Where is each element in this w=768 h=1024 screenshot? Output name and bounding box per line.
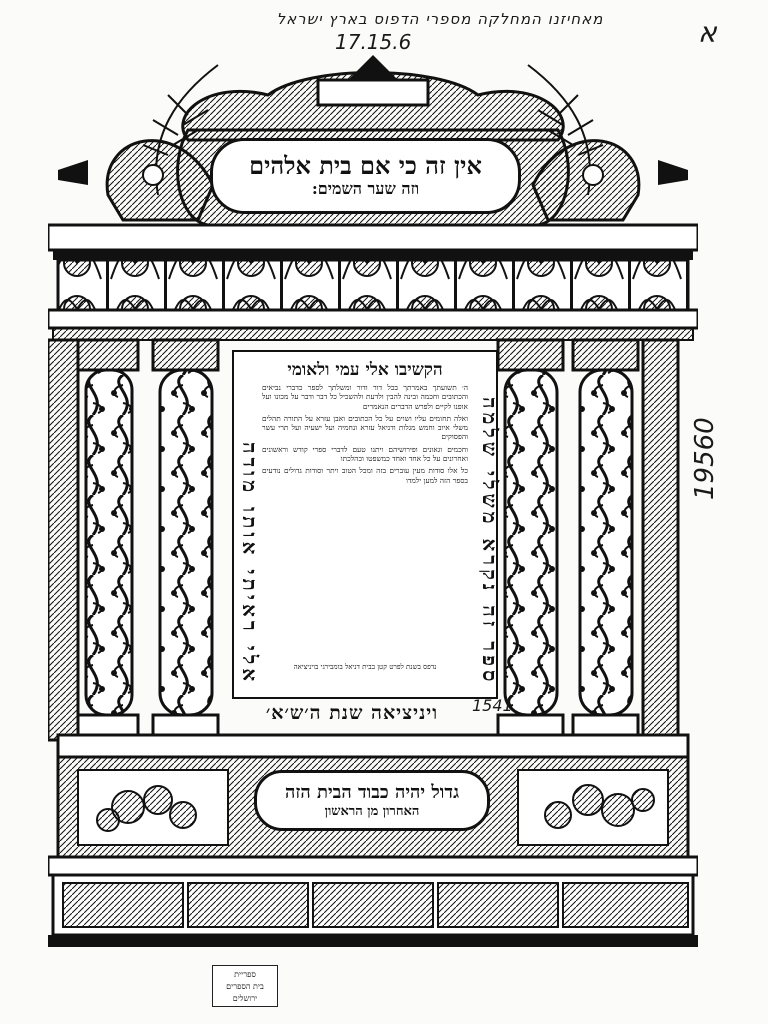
- page-title: אין זה כי אם בית אלהים: [249, 151, 482, 180]
- panel-heading: הקשיבו אלי עמי ולאומי: [287, 360, 443, 380]
- body-paragraph: ואלה תחומים עליו ושוים על כל הכתובים ואבן עזרא על התורה תהלים משלי איוב וחמש מגלות ודניאל עזרא ונחמיה ועל ישעיה ועל תרי עשר והפסוקים: [262, 413, 468, 442]
- handwritten-year-note: 1541: [472, 696, 513, 715]
- handwritten-aleph-mark: א: [698, 16, 717, 49]
- title-cartouche: [210, 138, 521, 214]
- library-stamp: [212, 965, 278, 1007]
- page-subtitle: וזה שער השמים:: [311, 179, 420, 198]
- side-number: 19560: [690, 417, 720, 500]
- right-vertical-text: ספר זה נקרא משלי שלמה: [478, 396, 502, 685]
- body-text: [262, 383, 468, 668]
- bottom-motto-line1: גדול יהיה כבוד הבית הזה: [284, 781, 460, 803]
- stamp-line: בית הספרים: [226, 982, 264, 991]
- place-and-date-line: ויניציאה שנת ה׳ש׳א׳: [265, 702, 439, 724]
- body-paragraph: ה׳ תשועתך באמרתך בכל דור ודור ומשלתך לספר כדברי נביאים והכתובים וחכמה ובינה להבין ולדעת ולהשכיל כל דבר ודבר על מכונו ועל אופנו לקיים ולפרש הדברים הנאמרים: [262, 383, 468, 411]
- left-vertical-text: אלי ראיתי אותו מודה: [238, 441, 262, 685]
- stamp-line: ספריית: [234, 970, 256, 979]
- body-paragraph: וחכמים וגאונים ופירושיהם ויתנו טעם לדברי ספרי קודש וראשונים ואחרונים על כל אחד ואחד כמשפטו וכהלכתו: [262, 444, 468, 464]
- stamp-line: ירושלים: [232, 994, 258, 1003]
- imprint-text: נדפס בשנת לפרט קטן בבית דניאל בומבירגי בויניציאה: [293, 663, 437, 671]
- catalog-number: 17.15.6: [335, 30, 412, 54]
- handwritten-top-note: מאחיזנו המחלקה מספרי הדפוס בארץ ישראל: [276, 10, 604, 28]
- bottom-cartouche: [254, 770, 490, 831]
- bottom-motto-line2: האחרון מן הראשון: [324, 803, 420, 819]
- body-paragraph: כל אלו סודות מעין עוברים בזה ומכל הטוב ויתר וסודות גדולים נודעים בספר הזה למען ילמדו: [262, 466, 468, 485]
